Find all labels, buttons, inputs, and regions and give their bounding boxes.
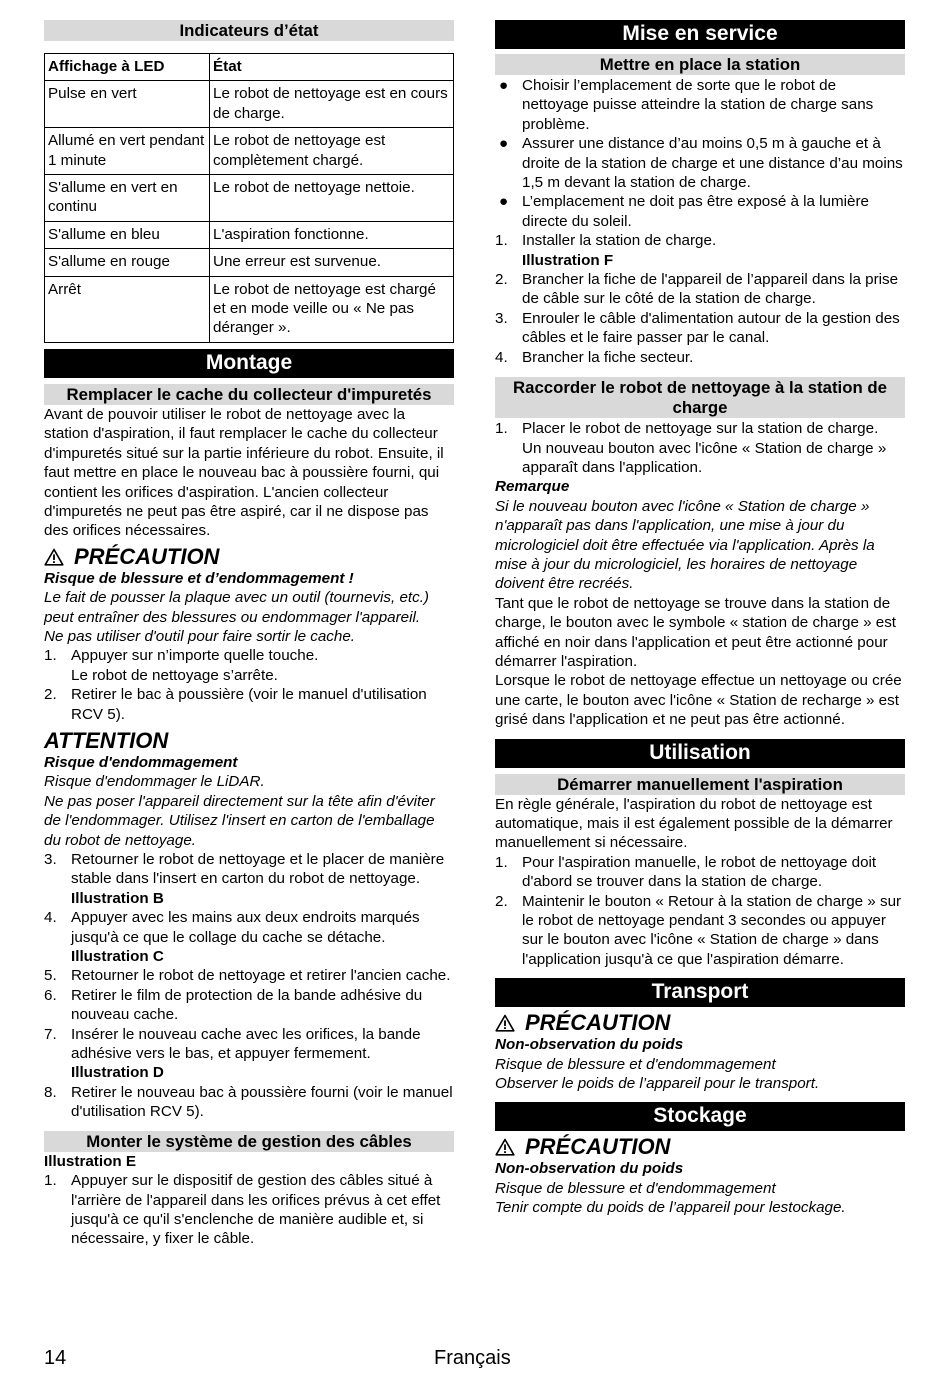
step-text: Installer la station de charge.: [522, 232, 717, 250]
step-number: 3.: [44, 851, 57, 868]
table-row: [45, 175, 454, 222]
step-illustration: Illustration D: [71, 1064, 164, 1082]
bullet-icon: ●: [499, 77, 509, 94]
status-table: [44, 53, 454, 343]
remark-text: Si le nouveau bouton avec l'icône « Station de charge » n'apparaît pas dans l'application, une mise à jour du micrologiciel doit être effectuée via l'application. Après la mise à jour du micrologiciel, les horaires de nettoyage doivent être recréés.: [495, 497, 875, 593]
list-item: [44, 685, 454, 724]
step-number: 4.: [495, 348, 508, 366]
table-row: [45, 249, 454, 276]
step-text: Appuyer avec les mains aux deux endroits marqués jusqu'à ce que le collage du cache se détache.: [71, 909, 420, 946]
step-text: Enrouler le câble d'alimentation autour de la gestion des câbles et le faire passer par le canal.: [522, 309, 900, 347]
montage-title: Montage: [44, 349, 454, 378]
step-text: Brancher la fiche de l'appareil de l’appareil dans la prise de câble sur le côté de la station de charge.: [522, 271, 899, 308]
list-item: [44, 1171, 454, 1249]
attention-text: Ne pas poser l'appareil directement sur la tête afin d'éviter de l'endommager. Utilisez l'insert en carton de l'emballage du robot de nettoyage.: [44, 792, 435, 849]
step-text: Retirer le nouveau bac à poussière fourni (voir le manuel d'utilisation RCV 5).: [71, 1083, 453, 1121]
step-illustration: Illustration F: [522, 251, 614, 269]
step-text: Retourner le robot de nettoyage et le placer de manière stable dans l'insert en carton du robot de nettoyage.: [71, 851, 445, 888]
list-item: [44, 908, 454, 966]
step-illustration: Illustration C: [71, 948, 164, 966]
step-text: Appuyer sur le dispositif de gestion des câbles situé à l'arrière de l'appareil dans les orifices prévus à cet effet jusqu'à ce qu'il s'enclenche de manière audible et, si nécessaire, y fixer le câble.: [71, 1172, 441, 1248]
list-item: [495, 348, 905, 367]
table-cell: Pulse en vert: [45, 81, 210, 128]
caution-text: Risque de blessure et d'endommagement: [495, 1055, 776, 1073]
attention-text: Risque d'endommager le LiDAR.: [44, 773, 265, 791]
table-header-row: [45, 54, 454, 81]
step-text: Retourner le robot de nettoyage et retirer l'ancien cache.: [71, 967, 451, 985]
step-number: 2.: [44, 686, 57, 704]
caution-title: PRÉCAUTION: [74, 543, 220, 569]
page-language: Français: [434, 1347, 511, 1369]
bullet-text: Assurer une distance d’au moins 0,5 m à gauche et à droite de la station de charge et une distance d’au moins 1,5 m devant la station de charge.: [522, 135, 903, 192]
step-number: 6.: [44, 986, 57, 1004]
attention-title: ATTENTION: [44, 727, 169, 753]
table-cell: Le robot de nettoyage est chargé et en mode veille ou « Ne pas déranger ».: [210, 276, 454, 342]
step-text: Insérer le nouveau cache avec les orifices, la bande adhésive vers le bas, et appuyer fermement.: [71, 1025, 421, 1063]
table-cell: S'allume en vert en continu: [45, 175, 210, 222]
step-illustration: Illustration B: [71, 889, 164, 907]
transport-title: Transport: [495, 978, 905, 1007]
caution-title: PRÉCAUTION: [525, 1134, 671, 1160]
cable-heading: Monter le système de gestion des câbles: [44, 1131, 454, 1152]
page-number: 14: [44, 1347, 67, 1369]
step-text: Brancher la fiche secteur.: [522, 348, 694, 366]
step-text: Retirer le bac à poussière (voir le manuel d'utilisation RCV 5).: [71, 686, 427, 723]
step-number: 4.: [44, 909, 57, 927]
warning-triangle-icon: [495, 1014, 515, 1032]
step-number: 7.: [44, 1025, 57, 1043]
table-cell: S'allume en rouge: [45, 249, 210, 276]
warning-triangle-icon: [495, 1138, 515, 1156]
step-number: 8.: [44, 1083, 57, 1101]
steps-list: [44, 850, 454, 1122]
caution-heading: [495, 1011, 905, 1035]
table-row: [45, 128, 454, 175]
paragraph: Lorsque le robot de nettoyage effectue un nettoyage ou crée une carte, le bouton avec l'icône « Station de recharge » est grisé dans l'application et ne peut pas être actionné.: [495, 672, 902, 729]
table-cell: Le robot de nettoyage nettoie.: [210, 175, 454, 222]
bullet-icon: ●: [499, 135, 509, 153]
list-item: [44, 1025, 454, 1083]
step-number: 1.: [44, 647, 57, 665]
remark-title: Remarque: [495, 478, 570, 496]
bullet-text: L’emplacement ne doit pas être exposé à la lumière directe du soleil.: [522, 193, 869, 230]
connect-heading: Raccorder le robot de nettoyage à la station de charge: [495, 377, 905, 418]
list-item: [495, 309, 905, 348]
list-item: [44, 646, 454, 685]
service-title: Mise en service: [495, 20, 905, 49]
step-number: 1.: [495, 232, 508, 250]
warning-triangle-icon: [44, 548, 64, 566]
list-item: [495, 892, 905, 970]
bullet-text: Choisir l’emplacement de sorte que le robot de nettoyage puisse atteindre la station de charge sans problème.: [522, 77, 874, 133]
step-number: 1.: [495, 420, 508, 438]
list-item: [495, 134, 905, 192]
caution-text: Ne pas utiliser d'outil pour faire sortir le cache.: [44, 627, 356, 645]
caution-title: PRÉCAUTION: [525, 1010, 671, 1036]
caution-risk: Non-observation du poids: [495, 1036, 684, 1054]
list-item: [495, 76, 905, 134]
table-header: État: [210, 54, 454, 81]
caution-heading: [44, 545, 454, 569]
usage-title: Utilisation: [495, 739, 905, 768]
manual-intro: En règle générale, l'aspiration du robot de nettoyage est automatique, mais il est également possible de la démarrer manuellement si nécessaire.: [495, 795, 893, 852]
table-cell: L'aspiration fonctionne.: [210, 221, 454, 248]
paragraph: Tant que le robot de nettoyage se trouve dans la station de charge, le bouton avec le symbole « station de charge » est affiché en noir dans l'application et peut être actionné pour démarrer l'aspiration.: [495, 594, 897, 670]
step-text: Retirer le film de protection de la bande adhésive du nouveau cache.: [71, 986, 423, 1024]
table-cell: Le robot de nettoyage est complètement chargé.: [210, 128, 454, 175]
step-result: Le robot de nettoyage s’arrête.: [71, 666, 278, 684]
caution-risk: Risque de blessure et d’endommagement !: [44, 569, 354, 587]
step-number: 1.: [495, 853, 508, 871]
caution-risk: Non-observation du poids: [495, 1160, 684, 1178]
step-text: Placer le robot de nettoyage sur la station de charge.: [522, 420, 879, 438]
bullet-list: [495, 76, 905, 231]
step-number: 5.: [44, 967, 57, 985]
caution-text: Tenir compte du poids de l’appareil pour lestockage.: [495, 1199, 846, 1217]
step-text: Pour l'aspiration manuelle, le robot de nettoyage doit d'abord se trouver dans la station de charge.: [522, 853, 877, 891]
step-number: 2.: [495, 271, 508, 289]
list-item: [495, 231, 905, 270]
list-item: [44, 966, 454, 985]
storage-title: Stockage: [495, 1102, 905, 1131]
steps-list: [495, 231, 905, 367]
table-row: [45, 276, 454, 342]
step-text: Maintenir le bouton « Retour à la station de charge » sur le robot de nettoyage pendant 3 secondes ou appuyer sur le bouton avec l'icône « Station de charge » dans l'application jusqu'à ce que l'aspiration démarre.: [522, 892, 902, 968]
list-item: [44, 986, 454, 1025]
caution-text: Risque de blessure et d'endommagement: [495, 1179, 776, 1197]
step-text: Appuyer sur n’importe quelle touche.: [71, 647, 319, 665]
list-item: [495, 853, 905, 892]
table-header: Affichage à LED: [45, 54, 210, 81]
steps-list: [44, 1171, 454, 1249]
bullet-icon: ●: [499, 193, 509, 211]
replace-heading: Remplacer le cache du collecteur d'impuretés: [44, 384, 454, 405]
attention-risk: Risque d'endommagement: [44, 753, 238, 771]
table-cell: Arrêt: [45, 276, 210, 342]
step-result: Un nouveau bouton avec l'icône « Station de charge » apparaît dans l'application.: [522, 439, 887, 476]
table-cell: Le robot de nettoyage est en cours de charge.: [210, 81, 454, 128]
step-number: 1.: [44, 1172, 57, 1190]
manual-heading: Démarrer manuellement l'aspiration: [495, 774, 905, 795]
list-item: [495, 419, 905, 477]
step-number: 2.: [495, 892, 508, 910]
table-row: [45, 81, 454, 128]
table-cell: S'allume en bleu: [45, 221, 210, 248]
list-item: [495, 192, 905, 231]
list-item: [495, 270, 905, 309]
steps-list: [44, 646, 454, 724]
left-column: [44, 20, 454, 1249]
table-cell: Une erreur est survenue.: [210, 249, 454, 276]
table-row: [45, 221, 454, 248]
table-cell: Allumé en vert pendant 1 minute: [45, 128, 210, 175]
list-item: [44, 850, 454, 908]
steps-list: [495, 853, 905, 969]
caution-text: Le fait de pousser la plaque avec un outil (tournevis, etc.) peut entraîner des blessures ou endommager l'appareil.: [44, 589, 429, 626]
place-heading: Mettre en place la station: [495, 54, 905, 75]
caution-heading: [495, 1135, 905, 1159]
list-item: [44, 1083, 454, 1122]
right-column: [495, 20, 905, 1218]
steps-list: [495, 419, 905, 477]
status-heading: Indicateurs d’état: [44, 20, 454, 41]
step-number: 3.: [495, 309, 508, 327]
cable-illustration: Illustration E: [44, 1152, 136, 1170]
replace-intro: Avant de pouvoir utiliser le robot de nettoyage avec la station d'aspiration, il faut remplacer le cache du collecteur d'impuretés situé sur la partie inférieure du robot. Ensuite, il faut mettre en place le nouveau bac à poussière fourni, qui contient les orifices d'aspiration. L'ancien collecteur d'impuretés ne peut pas être aspiré, car il ne dispose pas des orifices nécessaires.: [44, 405, 444, 540]
caution-text: Observer le poids de l’appareil pour le transport.: [495, 1075, 820, 1093]
